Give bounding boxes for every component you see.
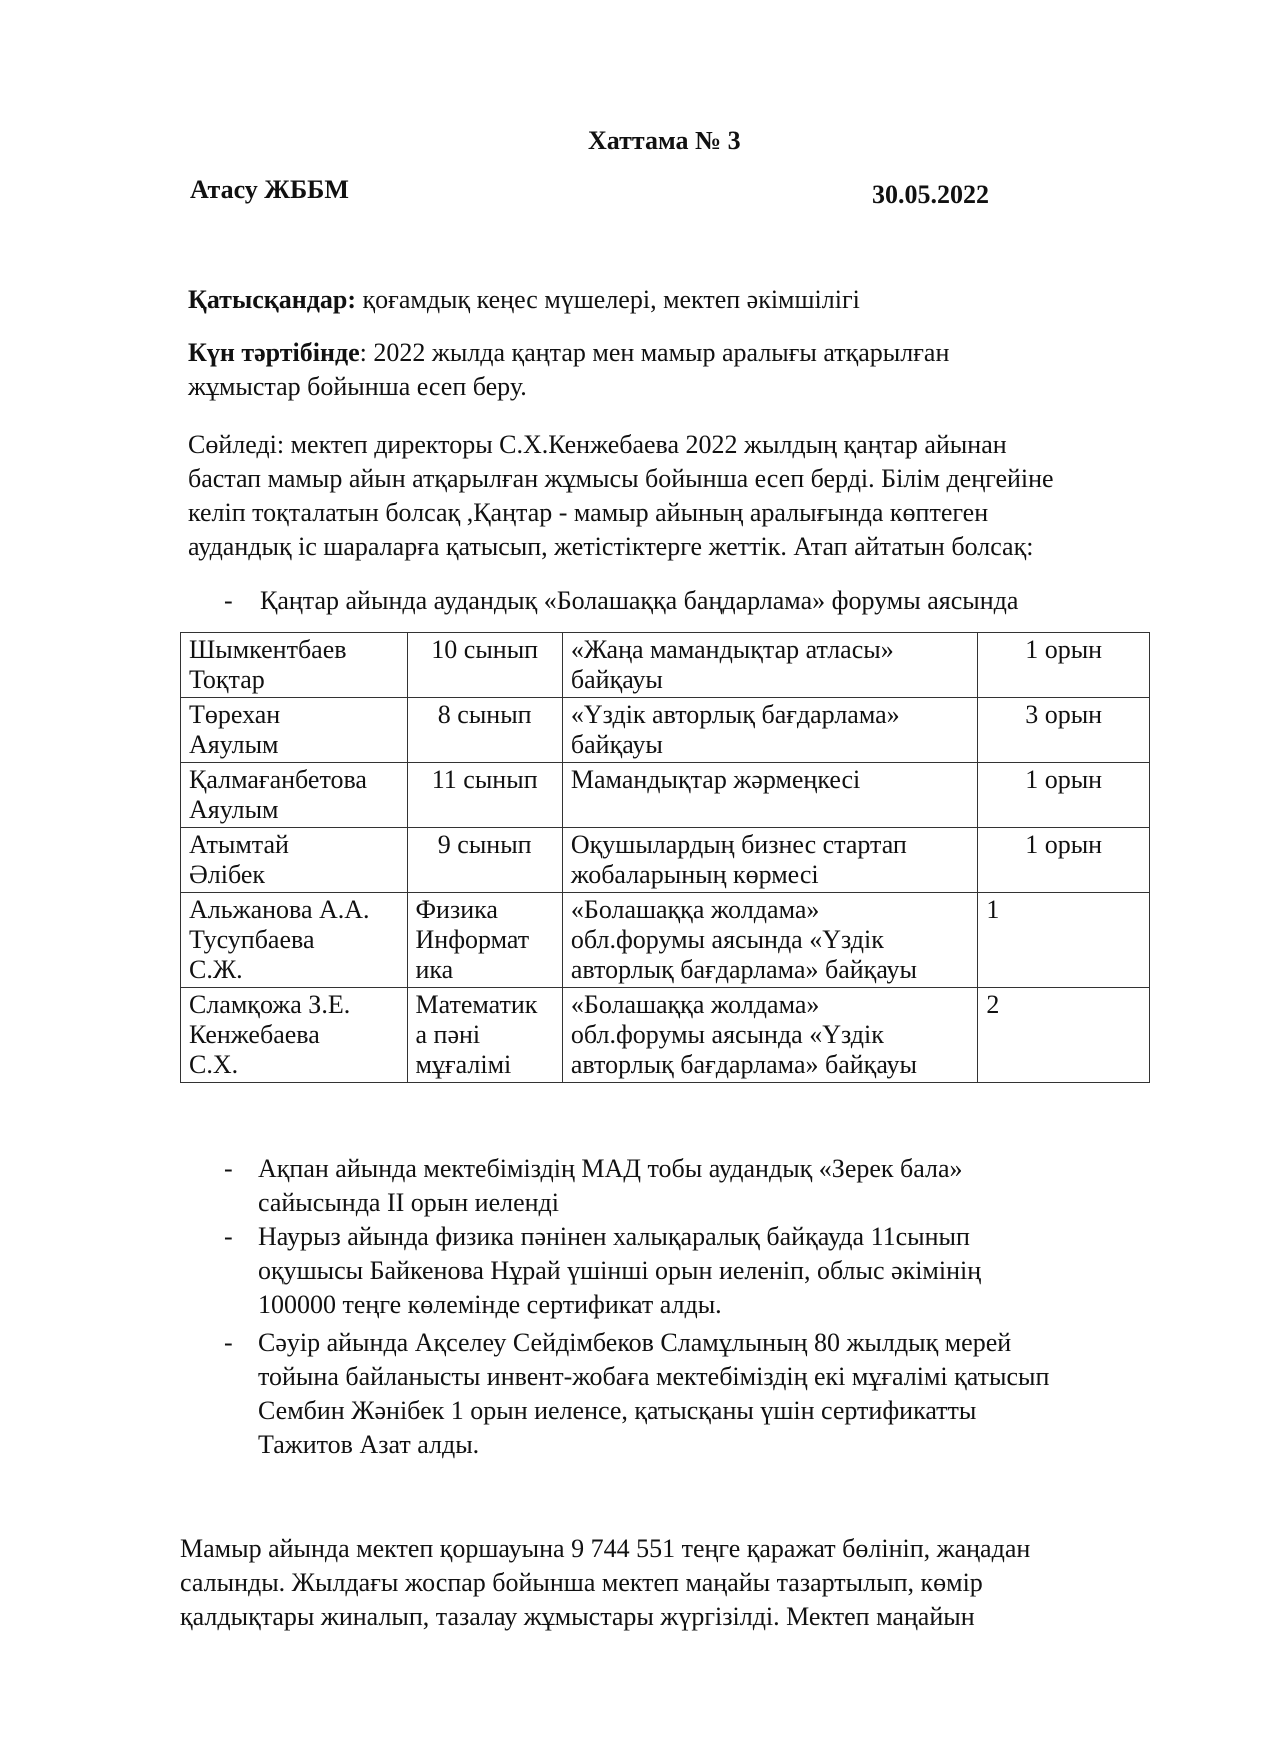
grade-cell: 10 сынып	[407, 633, 562, 698]
subject-cell: Физика Информат ика	[407, 893, 562, 988]
event-cell: «Жаңа мамандықтар атласы» байқауы	[562, 633, 977, 698]
agenda-label: Күн тәртібінде	[188, 338, 360, 367]
teacher-name-cell: Сламқожа З.Е. Кенжебаева С.Х.	[181, 988, 408, 1083]
place-cell: 3 орын	[978, 698, 1150, 763]
subject-cell: Математик а пәні мұғалімі	[407, 988, 562, 1083]
speech-line-3: келіп тоқталатын болсақ ,Қаңтар - мамыр айының аралығында көптеген	[188, 498, 989, 527]
event-cell: «Болашаққа жолдама» обл.форумы аясында «Үздік авторлық бағдарлама» байқауы	[562, 988, 977, 1083]
table-row	[181, 828, 1150, 893]
agenda-line-2: жұмыстар бойынша есеп беру.	[188, 372, 527, 401]
bullet-2-line-2: оқушысы Байкенова Нұрай үшінші орын иеленіп, облыс әкімінің	[258, 1256, 982, 1285]
agenda-text-1: : 2022 жылда қаңтар мен мамыр аралығы атқарылған	[359, 338, 950, 367]
table-row	[181, 633, 1150, 698]
table-row	[181, 893, 1150, 988]
student-name-cell: Төрехан Аяулым	[181, 698, 408, 763]
table-row	[181, 763, 1150, 828]
grade-cell: 8 сынып	[407, 698, 562, 763]
table-row	[181, 988, 1150, 1083]
speech-line-4: аудандық іс шараларға қатысып, жетістіктерге жеттік. Атап айтатын болсақ:	[188, 532, 1034, 561]
speech-line-1: Сөйледі: мектеп директоры С.Х.Кенжебаева 2022 жылдың қаңтар айынан	[188, 430, 1007, 459]
event-cell: Мамандықтар жәрмеңкесі	[562, 763, 977, 828]
organization-name: Атасу ЖББМ	[190, 175, 349, 204]
closing-line-1: Мамыр айында мектеп қоршауына 9 744 551 теңге қаражат бөлініп, жаңадан	[180, 1534, 1031, 1563]
document-date: 30.05.2022	[872, 180, 989, 209]
document-title: Хаттама № 3	[588, 126, 741, 155]
bullet-3-line-3: Сембин Жәнібек 1 орын иеленсе, қатысқаны үшін сертификатты	[258, 1396, 977, 1425]
bullet-2-line-1: Наурыз айында физика пәнінен халықаралық байқауда 11сынып	[258, 1222, 970, 1251]
bullet-3-line-4: Тажитов Азат алды.	[258, 1430, 480, 1459]
table-row	[181, 698, 1150, 763]
bullet-dash: -	[224, 586, 233, 615]
grade-cell: 9 сынып	[407, 828, 562, 893]
participants-label: Қатысқандар:	[188, 285, 357, 314]
speech-line-2: бастап мамыр айын атқарылған жұмысы бойынша есеп берді. Білім деңгейіне	[188, 464, 1054, 493]
bullet-1-line-1: Ақпан айында мектебіміздің МАД тобы аудандық «Зерек бала»	[258, 1154, 963, 1183]
bullet-intro-text: Қаңтар айында аудандық «Болашаққа баңдарлама» форумы аясында	[260, 586, 1019, 615]
place-cell: 1 орын	[978, 763, 1150, 828]
bullet-2-line-3: 100000 теңге көлемінде сертификат алды.	[258, 1290, 722, 1319]
closing-line-2: салынды. Жылдағы жоспар бойынша мектеп маңайы тазартылып, көмір	[180, 1568, 983, 1597]
grade-cell: 11 сынып	[407, 763, 562, 828]
student-name-cell: Шымкентбаев Тоқтар	[181, 633, 408, 698]
place-cell: 1 орын	[978, 633, 1150, 698]
bullet-1-line-2: сайысында ІІ орын иеленді	[258, 1188, 560, 1217]
agenda-line-1	[188, 336, 949, 370]
awards-table	[180, 632, 1150, 1083]
bullet-3-line-2: тойына байланысты инвент-жобаға мектебіміздің екі мұғалімі қатысып	[258, 1362, 1050, 1391]
teacher-name-cell: Альжанова А.А. Тусупбаева С.Ж.	[181, 893, 408, 988]
closing-line-3: қалдықтары жиналып, тазалау жұмыстары жүргізілді. Мектеп маңайын	[180, 1602, 975, 1631]
participants-text: қоғамдық кеңес мүшелері, мектеп әкімшілігі	[356, 285, 860, 314]
student-name-cell: Қалмағанбетова Аяулым	[181, 763, 408, 828]
bullet-dash: -	[224, 1328, 233, 1357]
event-cell: Оқушылардың бизнес стартап жобаларының көрмесі	[562, 828, 977, 893]
bullet-dash: -	[224, 1154, 233, 1183]
event-cell: «Үздік авторлық бағдарлама» байқауы	[562, 698, 977, 763]
event-cell: «Болашаққа жолдама» обл.форумы аясында «Үздік авторлық бағдарлама» байқауы	[562, 893, 977, 988]
bullet-3-line-1: Сәуір айында Ақселеу Сейдімбеков Сламұлының 80 жылдық мерей	[258, 1328, 1012, 1357]
student-name-cell: Атымтай Әлібек	[181, 828, 408, 893]
place-cell: 1	[978, 893, 1150, 988]
bullet-dash: -	[224, 1222, 233, 1251]
place-cell: 2	[978, 988, 1150, 1083]
participants-line	[188, 283, 860, 317]
place-cell: 1 орын	[978, 828, 1150, 893]
